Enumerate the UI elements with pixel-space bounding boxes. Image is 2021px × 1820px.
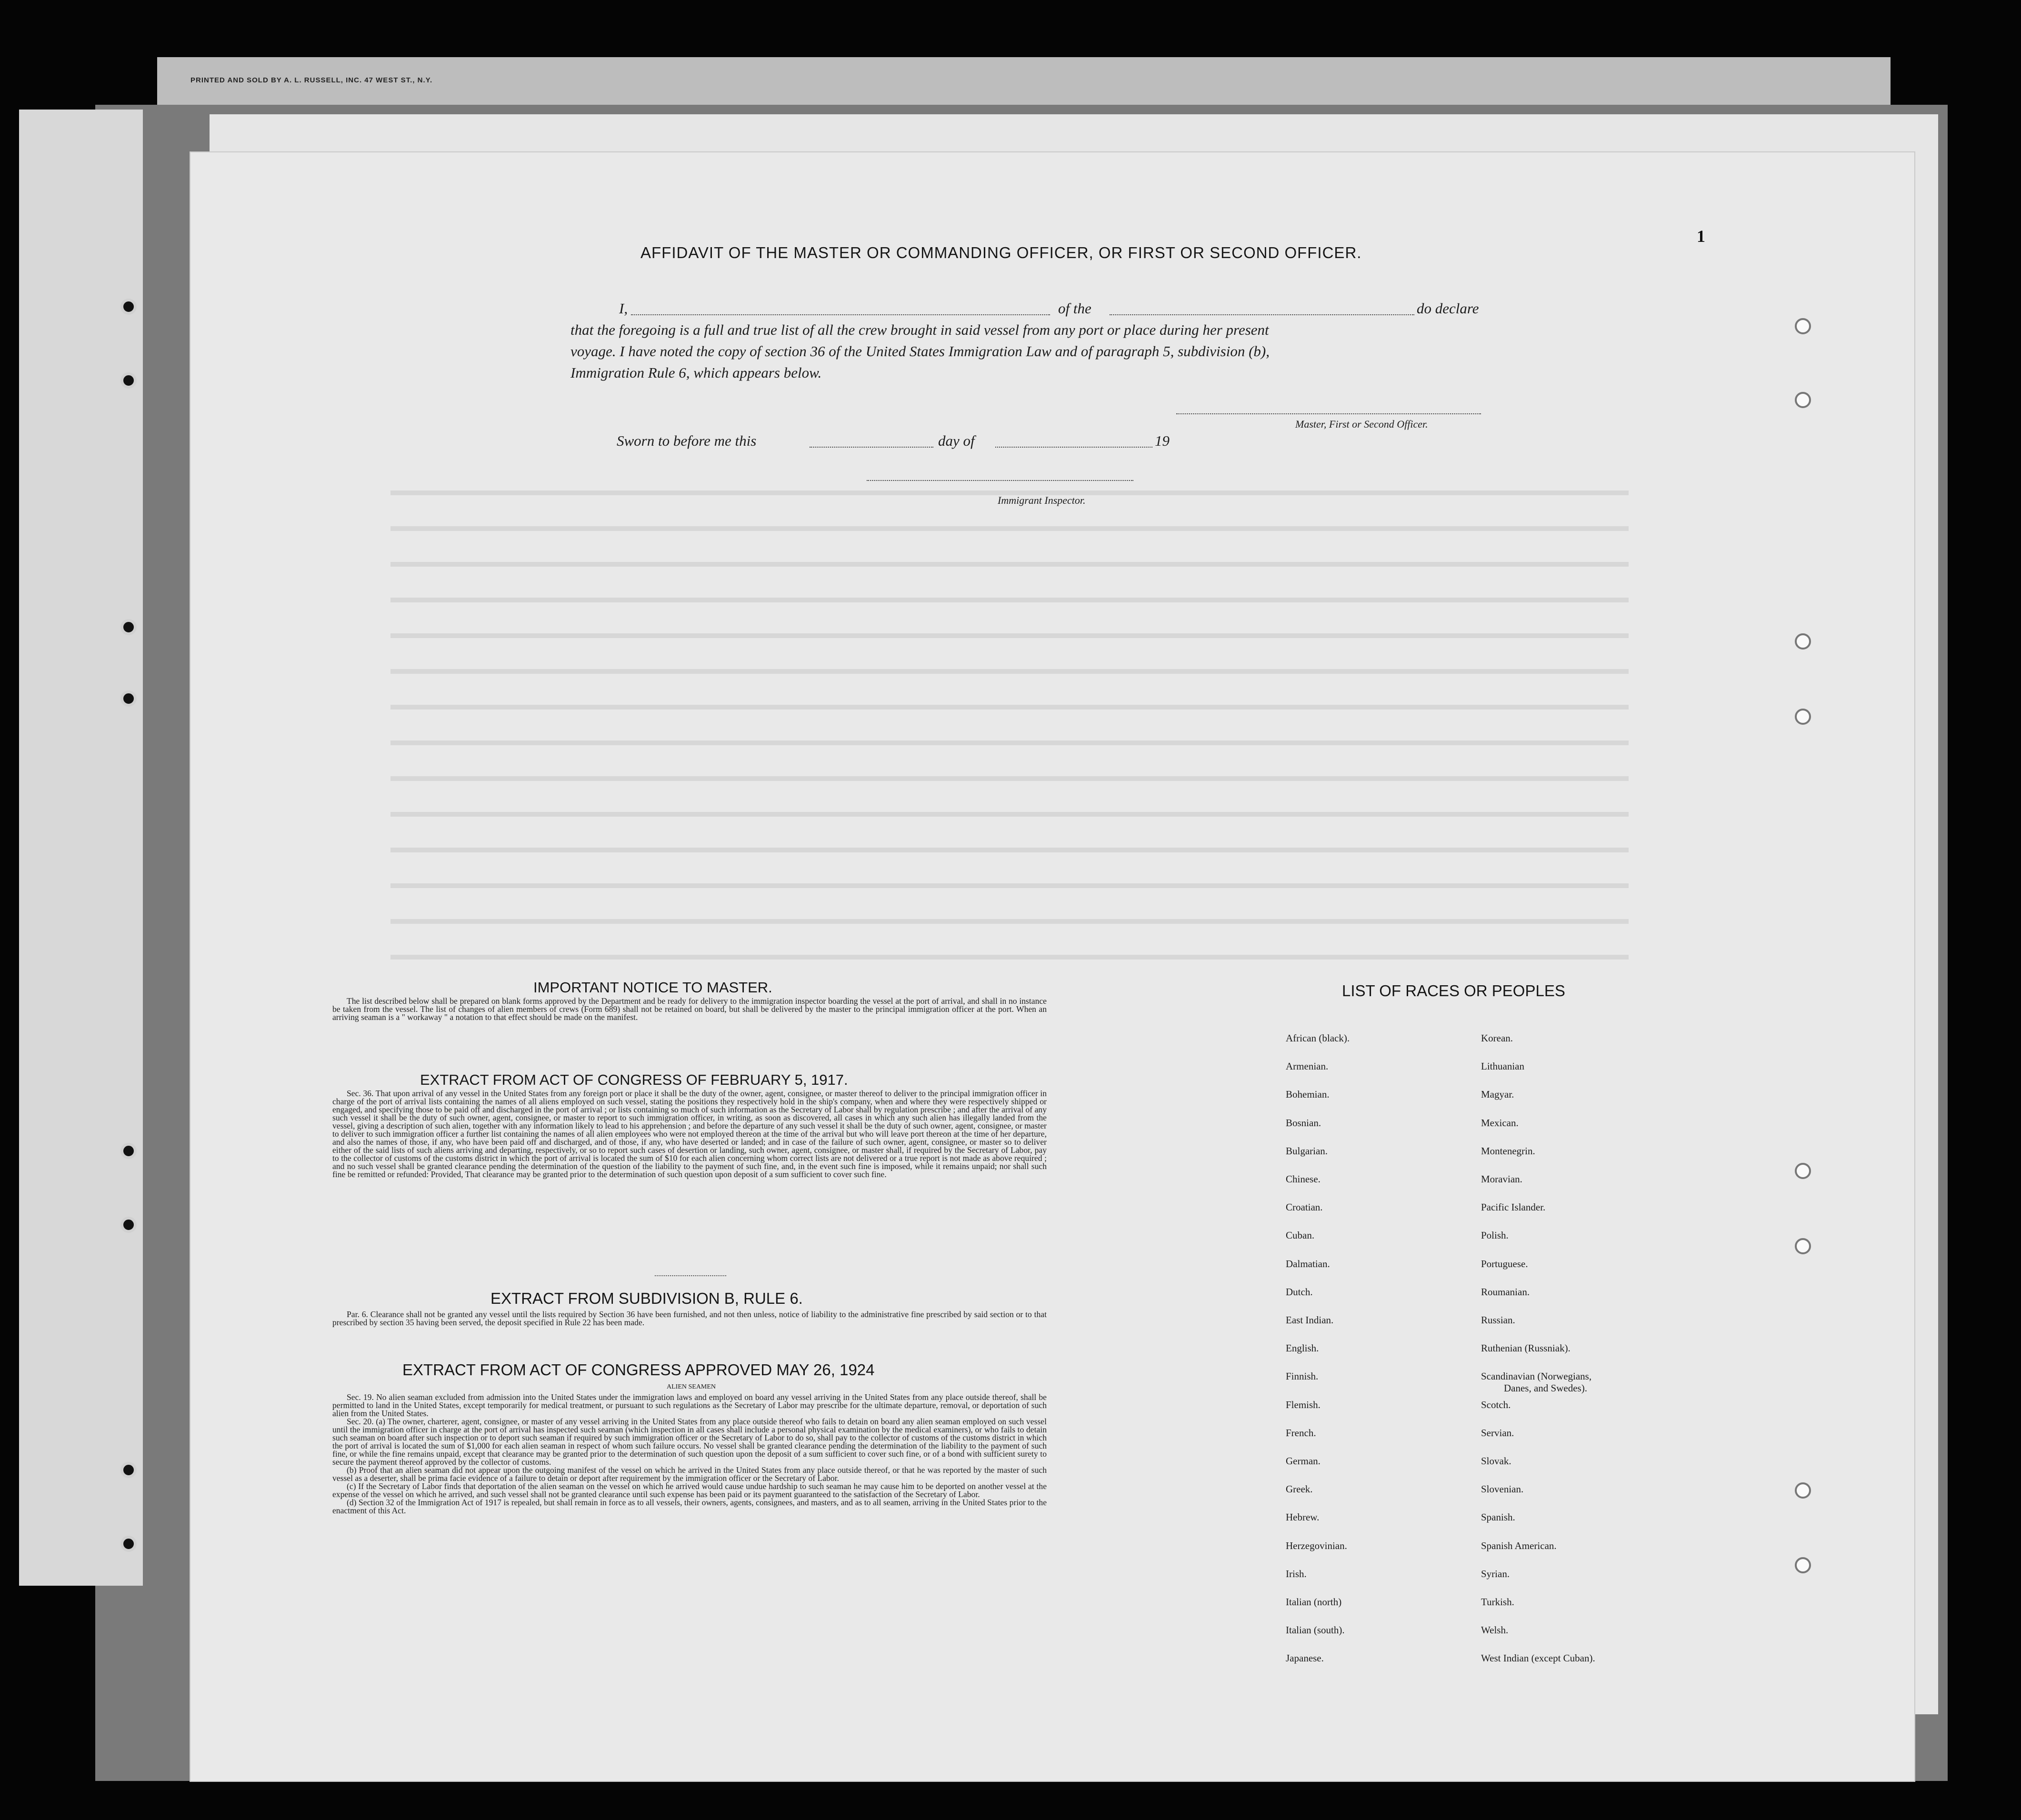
race-item: Croatian. [1286,1201,1323,1213]
manifest-page [190,152,1914,1781]
name-blank [631,314,1050,315]
race-item: Russian. [1481,1314,1515,1326]
binder-hole [1795,709,1811,725]
binder-hole [120,619,137,635]
divider [655,1275,726,1276]
inspector-signature-line [867,480,1133,481]
race-item: Roumanian. [1481,1286,1530,1298]
race-item: Dutch. [1286,1286,1313,1298]
race-item: Ruthenian (Russniak). [1481,1342,1571,1354]
races-title: LIST OF RACES OR PEOPLES [1342,982,1565,1000]
race-item: Flemish. [1286,1399,1321,1410]
race-item: Montenegrin. [1481,1145,1535,1157]
race-item: Finnish. [1286,1370,1319,1382]
binder-hole [1795,1238,1811,1254]
affidavit-line-4: Immigration Rule 6, which appears below. [570,364,822,381]
inspector-caption: Immigrant Inspector. [998,494,1086,506]
affidavit-title: AFFIDAVIT OF THE MASTER OR COMMANDING OFFICER, OR FIRST OR SECOND OFFICER. [640,244,1362,261]
race-item: Slovak. [1481,1455,1511,1467]
race-item: Welsh. [1481,1624,1509,1636]
binder-hole [120,1536,137,1552]
binder-hole [120,1462,137,1478]
extract-1924-body [332,1393,1047,1515]
master-caption: Master, First or Second Officer. [1295,418,1428,430]
affidavit-do-declare: do declare [1417,300,1479,317]
race-item: Syrian. [1481,1568,1510,1580]
affidavit-of-the: of the [1058,300,1091,317]
section-20b: (b) Proof that an alien seaman did not appear upon the outgoing manifest of the vessel on which he arrived in the United States from any place outside thereof, or that he was reported by the master of such vessel as a deserter, shall be prima facie evidence of a failure to detain or deport after requirement by the immigration officer or the Secretary of Labor. [332,1465,1047,1483]
section-20c: (c) If the Secretary of Labor finds that deportation of the alien seaman on the vessel on which he arrived would cause undue hardship to such seaman he may cause him to be deported on another vessel at the expense of the vessel on which he arrived, and such vessel shall not be granted clearance until such expense has been paid or its payment guaranteed to the satisfaction of the Secretary of Labor. [332,1481,1047,1499]
race-item: Korean. [1481,1032,1513,1044]
binder-hole [120,1143,137,1159]
race-item: Bosnian. [1286,1117,1321,1129]
section-19: Sec. 19. No alien seaman excluded from admission into the United States under the immigration laws and employed on board any vessel arriving in the United States from any place outside thereof, shall be permitted to land in the United States, except temporarily for medical treatment, or pursuant to such regulations as the Secretary of Labor may prescribe for the ultimate departure, removal, or deportation of such alien from the United States. [332,1392,1047,1418]
binder-hole [1795,318,1811,334]
race-item: Italian (south). [1286,1624,1345,1636]
race-item: Moravian. [1481,1173,1522,1185]
race-item: Scandinavian (Norwegians, [1481,1370,1592,1382]
affidavit-line-2: that the foregoing is a full and true list of all the crew brought in said vessel from any port or place during her present [570,321,1269,338]
binder-hole [120,1217,137,1233]
race-item: Cuban. [1286,1230,1315,1241]
race-item: Scotch. [1481,1399,1511,1410]
extract-rule6-title: EXTRACT FROM SUBDIVISION B, RULE 6. [490,1290,803,1307]
page-number: 1 [1697,227,1705,246]
extract-1917-title: EXTRACT FROM ACT OF CONGRESS OF FEBRUARY 5, 1917. [420,1071,848,1088]
race-item: Lithuanian [1481,1060,1524,1072]
binder-hole [1795,392,1811,408]
binder-hole [120,372,137,389]
race-item: Irish. [1286,1568,1307,1580]
binder-hole [1795,633,1811,650]
affidavit-i: I, [619,300,628,317]
race-item: Spanish American. [1481,1540,1557,1551]
notice-body [332,997,1047,1021]
race-item: Bulgarian. [1286,1145,1328,1157]
race-item: East Indian. [1286,1314,1334,1326]
alien-seamen-subtitle: ALIEN SEAMEN [667,1383,716,1390]
race-item: Mexican. [1481,1117,1519,1129]
side-sheet [19,110,143,1586]
sworn-month-blank [995,447,1152,448]
race-item: Bohemian. [1286,1089,1330,1100]
master-signature-line [1176,413,1481,414]
race-item: Chinese. [1286,1173,1321,1185]
race-item: Herzegovinian. [1286,1540,1347,1551]
race-item: Portuguese. [1481,1258,1528,1270]
race-item: Servian. [1481,1427,1514,1439]
race-item: Japanese. [1286,1652,1324,1664]
notice-paragraph: The list described below shall be prepared on blank forms approved by the Department and be ready for delivery to the immigration inspector boarding the vessel at the port of arrival, and shall in no instance be taken from the vessel. The list of changes of alien members of crews (Form 689) shall not be retained on board, but shall be delivered by the master to the principal immigration officer at the port. When an arriving seaman is a " workaway " a notation to that effect should be made on the manifest. [332,996,1047,1022]
race-item: Magyar. [1481,1089,1514,1100]
section-36-paragraph: Sec. 36. That upon arrival of any vessel in the United States from any foreign port or place it shall be the duty of the owner, agent, consignee, or master thereof to deliver to the principal immigration officer in charge of the port of arrival lists containing the names of all aliens employed on such vessel, stating the positions they respectively hold in the ship's company, when and where they were respectively shipped or engaged, and specifying those to be paid off and discharged in the port of arrival ; or lists containing so much of such information as the Secretary of Labor shall by regulation prescribe ; and after the arrival of any such vessel it shall be the duty of such owner, agent, consignee, or master to report to such immigration officer, in writing, as soon as discovered, all cases in which any such alien has illegally landed from the vessel, giving a description of such alien, together with any information likely to lead to his apprehension ; and before the departure of any such vessel it shall be the duty of such owner, agent, consignee, or master to deliver to such immigration officer a further list containing the names of all alien employees who were not employed thereon at the time of the arrival but who will leave port thereon at the time of her departure, and also the names of those, if any, who have been paid off and discharged, and of those, if any, who have deserted or landed; and in case of the failure of such owner, agent, consignee, or master so to deliver either of the said lists of such aliens arriving and departing, respectively, or so to report such cases of desertion or landing, such owner, agent, consignee, or master shall, if required by the Secretary of Labor, pay to the collector of customs of the customs district in which the port of arrival is located the sum of $10 for each alien concerning whom correct lists are not delivered or a true report is not made as above required ; and no such vessel shall be granted clearance pending the determination of the question of the liability to the payment of such fine, and, in the event such fine is imposed, while it remains unpaid; nor shall such fine be remitted or refunded: Provided, That clearance may be granted prior to the determination of such question upon deposit of a sum sufficient to cover such fine. [332,1089,1047,1179]
race-item: Italian (north) [1286,1596,1342,1608]
race-item: French. [1286,1427,1316,1439]
race-item: Armenian. [1286,1060,1329,1072]
race-item: Pacific Islander. [1481,1201,1546,1213]
race-item: English. [1286,1342,1319,1354]
sworn-day-of: day of [938,432,975,449]
binder-hole [1795,1557,1811,1573]
race-continuation: Danes, and Swedes). [1504,1382,1587,1394]
paragraph-6: Par. 6. Clearance shall not be granted any vessel until the lists required by Section 36 have been furnished, and not then unless, notice of liability to the administrative fine prescribed by said section or to that prescribed by section 35 having been served, the deposit specified in Rule 22 has been made. [332,1310,1047,1327]
binder-hole [1795,1163,1811,1179]
race-item: Hebrew. [1286,1511,1320,1523]
race-item: African (black). [1286,1032,1350,1044]
sworn-text: Sworn to before me this [617,432,757,449]
binder-hole [120,299,137,315]
notice-title: IMPORTANT NOTICE TO MASTER. [533,979,772,996]
race-item: Polish. [1481,1230,1509,1241]
extract-rule6-body [332,1310,1047,1327]
extract-1917-body [332,1090,1047,1179]
race-item: Dalmatian. [1286,1258,1330,1270]
binder-hole [120,690,137,707]
race-item: Slovenian. [1481,1483,1524,1495]
affidavit-line-3: voyage. I have noted the copy of section 36 of the United States Immigration Law and of paragraph 5, subdivision (b), [570,343,1270,360]
section-20a: Sec. 20. (a) The owner, charterer, agent, consignee, or master of any vessel arriving in the United States from any place outside thereof who fails to detain on board any alien seaman employed on such vessel until the immigration officer in charge at the port of arrival has inspected such seaman (which inspection in all cases shall include a personal physical examination by the medical examiners), or who fails to detain such seaman on board after such inspection or to deport such seaman if required by such immigration officer or the Secretary of Labor to do so, shall pay to the collector of customs of the customs district in which the port of arrival is located the sum of $1,000 for each alien seaman in respect of whom such failure occurs. No vessel shall be granted clearance pending the determination of the liability to the payment of such fine, or while the fine remains unpaid, except that clearance may be granted prior to the determination of such question upon the deposit of a sum sufficient to cover such fine, or of a bond with sufficient surety to secure the payment thereof approved by the collector of customs. [332,1417,1047,1467]
sworn-day-blank [810,447,933,448]
extract-1924-title: EXTRACT FROM ACT OF CONGRESS APPROVED MAY 26, 1924 [402,1361,875,1379]
race-item: German. [1286,1455,1321,1467]
printer-note: PRINTED AND SOLD BY A. L. RUSSELL, INC. 47 WEST ST., N.Y. [190,76,433,84]
race-item: Spanish. [1481,1511,1515,1523]
race-item: West Indian (except Cuban). [1481,1652,1595,1664]
vessel-blank [1110,314,1414,315]
race-item: Turkish. [1481,1596,1514,1608]
race-item: Greek. [1286,1483,1313,1495]
binder-hole [1795,1482,1811,1499]
sworn-year: 19 [1155,432,1170,449]
section-20d: (d) Section 32 of the Immigration Act of 1917 is repealed, but shall remain in force as to all vessels, their owners, agents, consignees, and masters, and as to all seamen, arriving in the United States prior to the enactment of this Act. [332,1498,1047,1515]
